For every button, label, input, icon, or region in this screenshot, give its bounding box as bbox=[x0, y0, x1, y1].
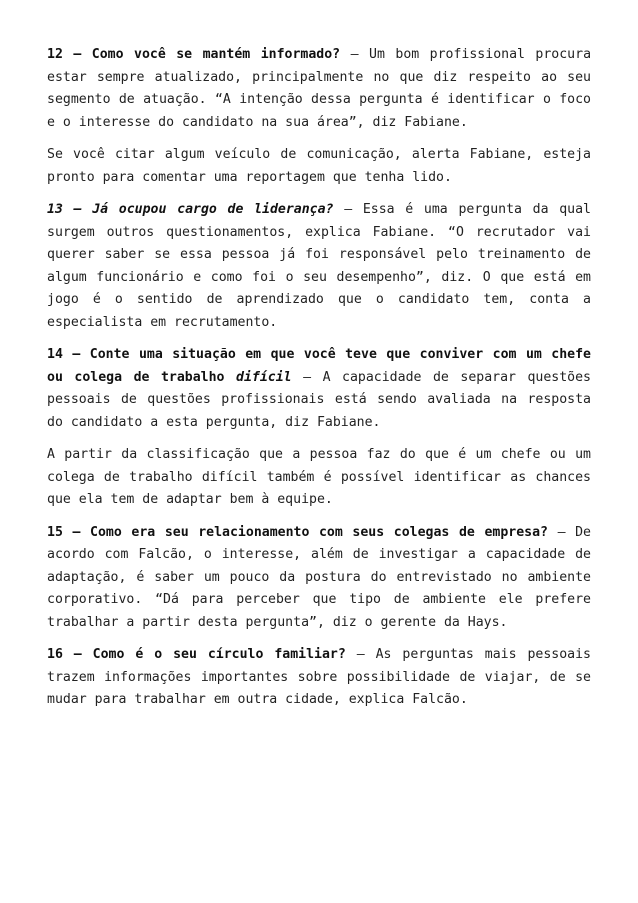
paragraph-question-13 bbox=[47, 199, 591, 334]
question-12-followup-body: Se você citar algum veículo de comunicação, alerta Fabiane, esteja pronto para comentar uma reportagem que tenha lido. bbox=[47, 147, 591, 185]
question-15-body: – De acordo com Falcão, o interesse, além de investigar a capacidade de adaptação, é saber um pouco da postura do entrevistado no ambiente corporativo. “Dá para perceber que tipo de ambiente ele prefere trabalhar a partir desta pergunta”, diz o gerente da Hays. bbox=[47, 524, 591, 630]
paragraph-question-12-followup bbox=[47, 144, 591, 189]
question-14-title: 14 – Conte uma situação em que você teve que conviver com um chefe ou colega de trabalho bbox=[47, 347, 591, 385]
question-15-title: 15 – Como era seu relacionamento com seus colegas de empresa? bbox=[47, 524, 548, 540]
paragraph-question-15 bbox=[47, 522, 591, 635]
question-12-body: – Um bom profissional procura estar sempre atualizado, principalmente no que diz respeito ao seu segmento de atuação. “A intenção dessa pergunta é identificar o foco e o interesse do candidato na sua área”, diz Fabiane. bbox=[47, 47, 592, 130]
question-16-body: – As perguntas mais pessoais trazem informações importantes sobre possibilidade de viajar, de se mudar para trabalhar em outra cidade, explica Falcão. bbox=[47, 647, 592, 707]
paragraph-question-16 bbox=[47, 644, 591, 712]
question-12-title: 12 – Como você se mantém informado? bbox=[47, 47, 341, 62]
question-13-body: – Essa é uma pergunta da qual surgem outros questionamentos, explica Fabiane. “O recrutador vai querer saber se essa pessoa já foi responsável pelo treinamento de algum funcionário e como foi o seu desempenho”, diz. O que está em jogo é o sentido de aprendizado que o candidato tem, conta a especialista em recrutamento. bbox=[47, 202, 591, 330]
question-14-body: – A capacidade de separar questões pessoais de questões profissionais está sendo avaliada na resposta do candidato a esta pergunta, diz Fabiane. bbox=[47, 369, 591, 430]
document-page bbox=[47, 44, 591, 722]
paragraph-question-14-followup bbox=[47, 444, 591, 512]
paragraph-question-12 bbox=[47, 44, 591, 134]
question-13-title: 13 – Já ocupou cargo de liderança? bbox=[47, 202, 334, 217]
question-14-followup-body: A partir da classificação que a pessoa faz do que é um chefe ou um colega de trabalho difícil também é possível identificar as chances que ela tem de adaptar bem à equipe. bbox=[47, 447, 591, 507]
question-14-title-emphasis: difícil bbox=[236, 369, 292, 385]
question-16-title: 16 – Como é o seu círculo familiar? bbox=[47, 647, 346, 662]
paragraph-question-14 bbox=[47, 344, 591, 434]
